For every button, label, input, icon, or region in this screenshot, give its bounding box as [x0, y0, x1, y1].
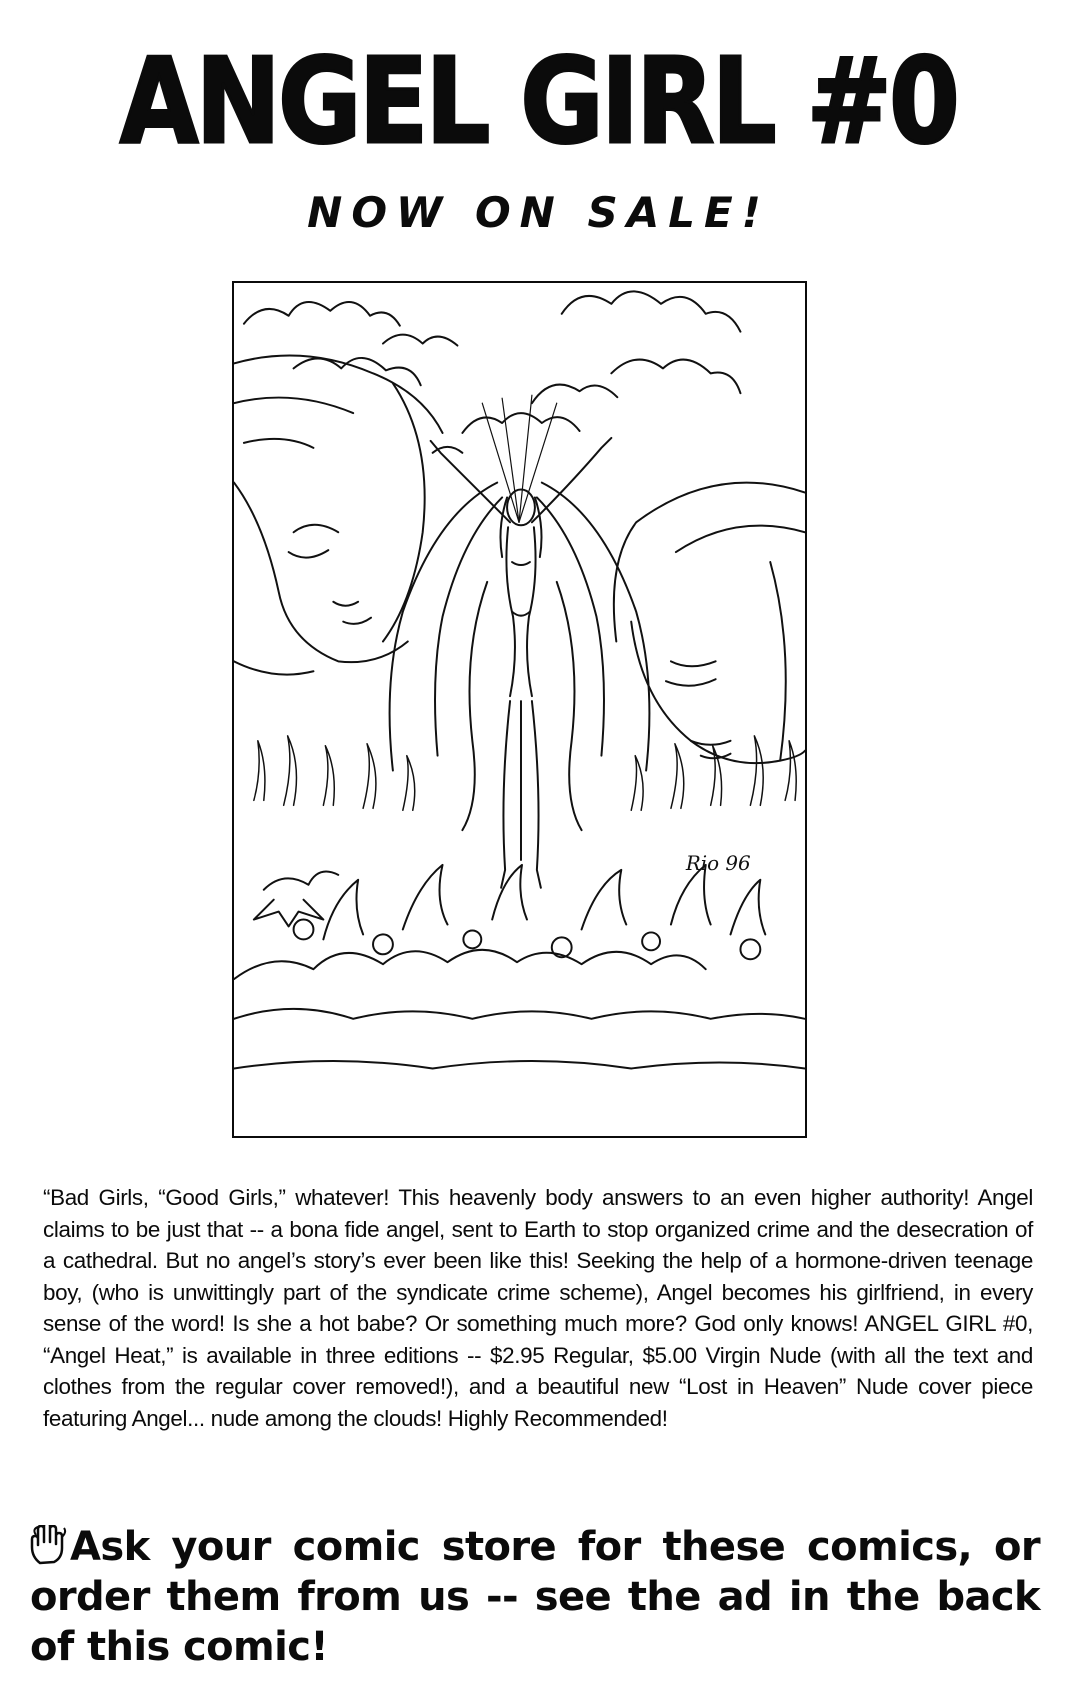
cover-art-panel	[232, 281, 807, 1138]
angel-figure-illustration	[390, 438, 650, 888]
artist-signature: Rio 96	[685, 851, 751, 875]
page-title: ANGEL GIRL #0	[119, 32, 958, 170]
light-rays-illustration	[482, 395, 556, 522]
demon-horde-illustration	[234, 865, 805, 1069]
pointing-hand-icon	[30, 1525, 68, 1565]
angel-cover-illustration	[234, 283, 805, 1136]
order-text: Ask your comic store for these comics, or order them from us -- see the ad in the back of this comic!	[30, 1524, 1040, 1670]
bat-illustration	[254, 900, 324, 927]
clouds-illustration	[244, 291, 741, 452]
order-call-to-action	[30, 1522, 1040, 1672]
flames-illustration	[254, 736, 796, 810]
now-on-sale-subtitle: NOW ON SALE!	[307, 188, 770, 237]
left-face-illustration	[234, 355, 443, 674]
promo-blurb: “Bad Girls, “Good Girls,” whatever! This heavenly body answers to an even higher authority! Angel claims to be just that -- a bona fide angel, sent to Earth to stop organized crime and the desecration of a cathedral. But no angel’s story’s ever been like this! Seeking the help of a hormone-driven teenage boy, (who is unwittingly part of the syndicate crime scheme), Angel becomes his girlfriend, in every sense of the word! Is she a hot babe? Or something much more? God only knows! ANGEL GIRL #0, “Angel Heat,” is available in three editions -- $2.95 Regular, $5.00 Virgin Nude (with all the text and clothes from the regular cover removed!), and a beautiful new “Lost in Heaven” Nude cover piece featuring Angel... nude among the clouds! Highly Recommended!	[43, 1185, 1033, 1431]
right-face-illustration	[614, 483, 805, 764]
